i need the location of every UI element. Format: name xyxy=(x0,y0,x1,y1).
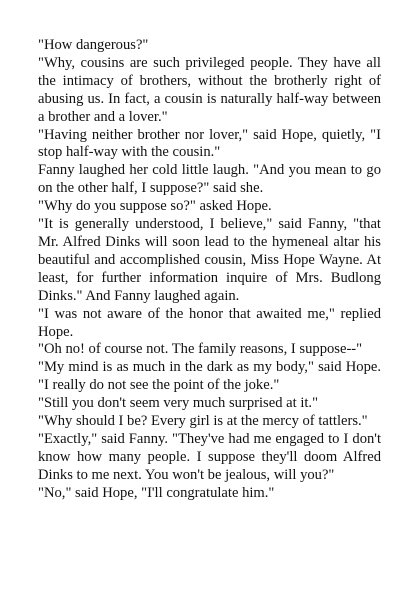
paragraph: "It is generally understood, I believe," said Fanny, "that Mr. Alfred Dinks will soon lead to the hymeneal altar his beautiful and accomplished cousin, Miss Hope Wayne. At least, for further information inquire of Mrs. Budlong Dinks." And Fanny laughed again. xyxy=(38,216,381,304)
paragraph: Fanny laughed her cold little laugh. "And you mean to go on the other half, I suppose?" said she. xyxy=(38,162,381,197)
paragraph: "Why do you suppose so?" asked Hope. xyxy=(38,198,272,215)
paragraph: "Why, cousins are such privileged people. They have all the intimacy of brothers, without the brotherly right of abusing us. In fact, a cousin is naturally half-way between a brother and a lover." xyxy=(38,54,381,125)
paragraph: "My mind is as much in the dark as my body," said Hope. "I really do not see the point of the joke." xyxy=(38,359,381,394)
paragraph: "No," said Hope, "I'll congratulate him." xyxy=(38,484,275,501)
paragraph: "I was not aware of the honor that awaited me," replied Hope. xyxy=(38,305,381,340)
paragraph: "Having neither brother nor lover," said Hope, quietly, "I stop half-way with the cousin." xyxy=(38,126,381,161)
page-text xyxy=(38,37,381,503)
paragraph: "Still you don't seem very much surprised at it." xyxy=(38,395,319,412)
paragraph: "Oh no! of course not. The family reasons, I suppose--" xyxy=(38,341,363,358)
paragraph: "Exactly," said Fanny. "They've had me engaged to I don't know how many people. I suppose they'll doom Alfred Dinks to me next. You won't be jealous, will you?" xyxy=(38,430,381,483)
paragraph: "Why should I be? Every girl is at the mercy of tattlers." xyxy=(38,413,368,430)
paragraph: "How dangerous?" xyxy=(38,37,149,53)
